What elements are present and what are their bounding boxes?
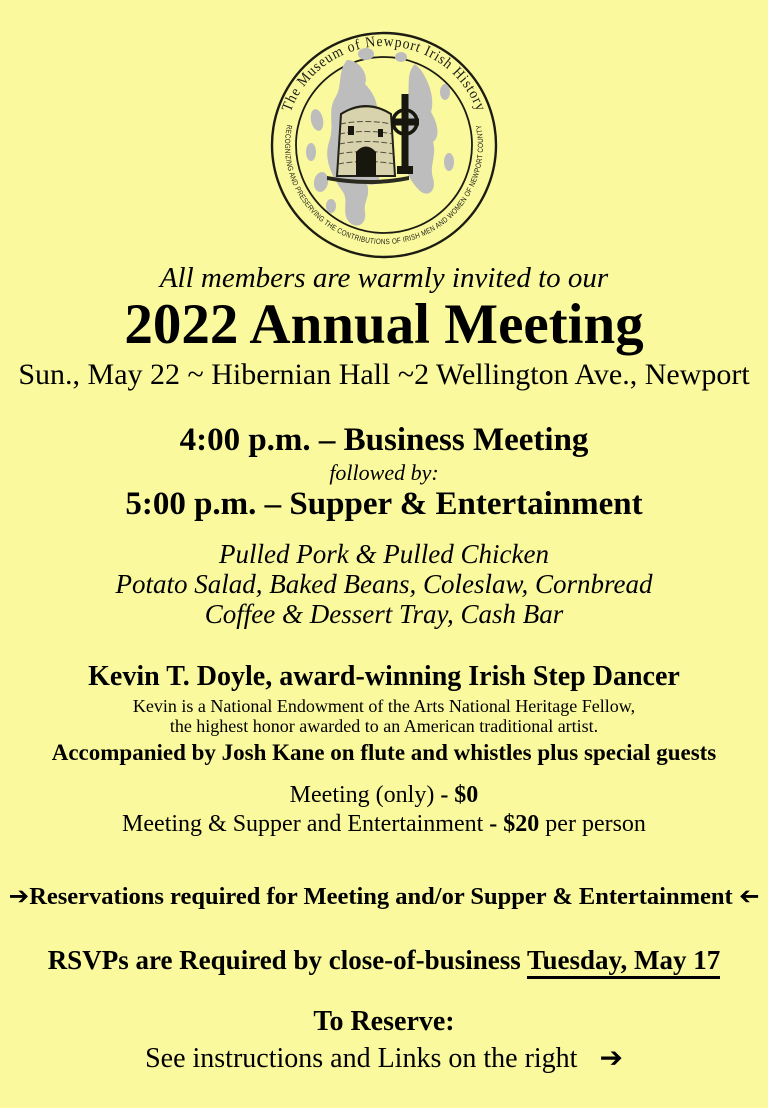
reservations-required-text: Reservations required for Meeting and/or Supper & Entertainment <box>29 882 733 910</box>
to-reserve-heading: To Reserve: <box>313 1005 455 1037</box>
page-title: 2022 Annual Meeting <box>124 293 644 356</box>
menu-list <box>0 539 768 630</box>
followed-by-line: followed by: <box>329 459 439 485</box>
right-arrow-icon: ➔ <box>8 880 30 910</box>
seal-bottom-text: RECOGNIZING AND PRESERVING THE CONTRIBUTIONS OF IRISH MEN AND WOMEN OF NEWPORT COUNTY <box>282 123 486 247</box>
supper-time: 5:00 p.m. – Supper & Entertainment <box>125 485 643 522</box>
reserve-instructions-line <box>0 1041 768 1075</box>
left-arrow-icon: ➔ <box>738 880 760 910</box>
meeting-price-line <box>0 781 768 809</box>
menu-item: Coffee & Dessert Tray, Cash Bar <box>204 599 564 630</box>
combo-price-line <box>0 810 768 838</box>
invite-line: All members are warmly invited to our <box>159 262 609 294</box>
meeting-price-value: - $0 <box>440 782 479 809</box>
rsvp-deadline-line <box>0 945 768 976</box>
rsvp-deadline: Tuesday, May 17 <box>527 945 720 979</box>
performer-bio-line1: Kevin is a National Endowment of the Arts National Heritage Fellow, <box>132 695 636 716</box>
reservations-required-line <box>0 881 768 911</box>
performer-bio <box>0 696 768 738</box>
rsvp-prefix: RSVPs are Required by close-of-business <box>47 944 527 975</box>
seal-top-text: The Museum of Newport Irish History <box>279 33 489 115</box>
museum-seal-graphic <box>269 30 499 260</box>
menu-item: Pulled Pork & Pulled Chicken <box>219 538 549 569</box>
accompanied-line: Accompanied by Josh Kane on flute and whistles plus special guests <box>51 740 717 766</box>
reserve-instructions-text: See instructions and Links on the right <box>145 1042 578 1074</box>
combo-price-label: Meeting & Supper and Entertainment <box>122 810 490 837</box>
combo-price-suffix: per person <box>539 810 646 837</box>
performer-headline: Kevin T. Doyle, award-winning Irish Step Dancer <box>88 660 680 692</box>
combo-price-value: - $20 <box>489 810 540 837</box>
venue-line: Sun., May 22 ~ Hibernian Hall ~2 Wellington Ave., Newport <box>18 357 750 391</box>
menu-item: Potato Salad, Baked Beans, Coleslaw, Cornbread <box>115 569 653 600</box>
meeting-price-label: Meeting (only) <box>289 782 441 809</box>
museum-seal-logo <box>0 0 768 260</box>
performer-bio-line2: the highest honor awarded to an American traditional artist. <box>169 716 599 737</box>
pricing-section <box>0 781 768 838</box>
business-meeting-time: 4:00 p.m. – Business Meeting <box>179 421 589 458</box>
right-arrow-icon: ➔ <box>599 1040 623 1074</box>
